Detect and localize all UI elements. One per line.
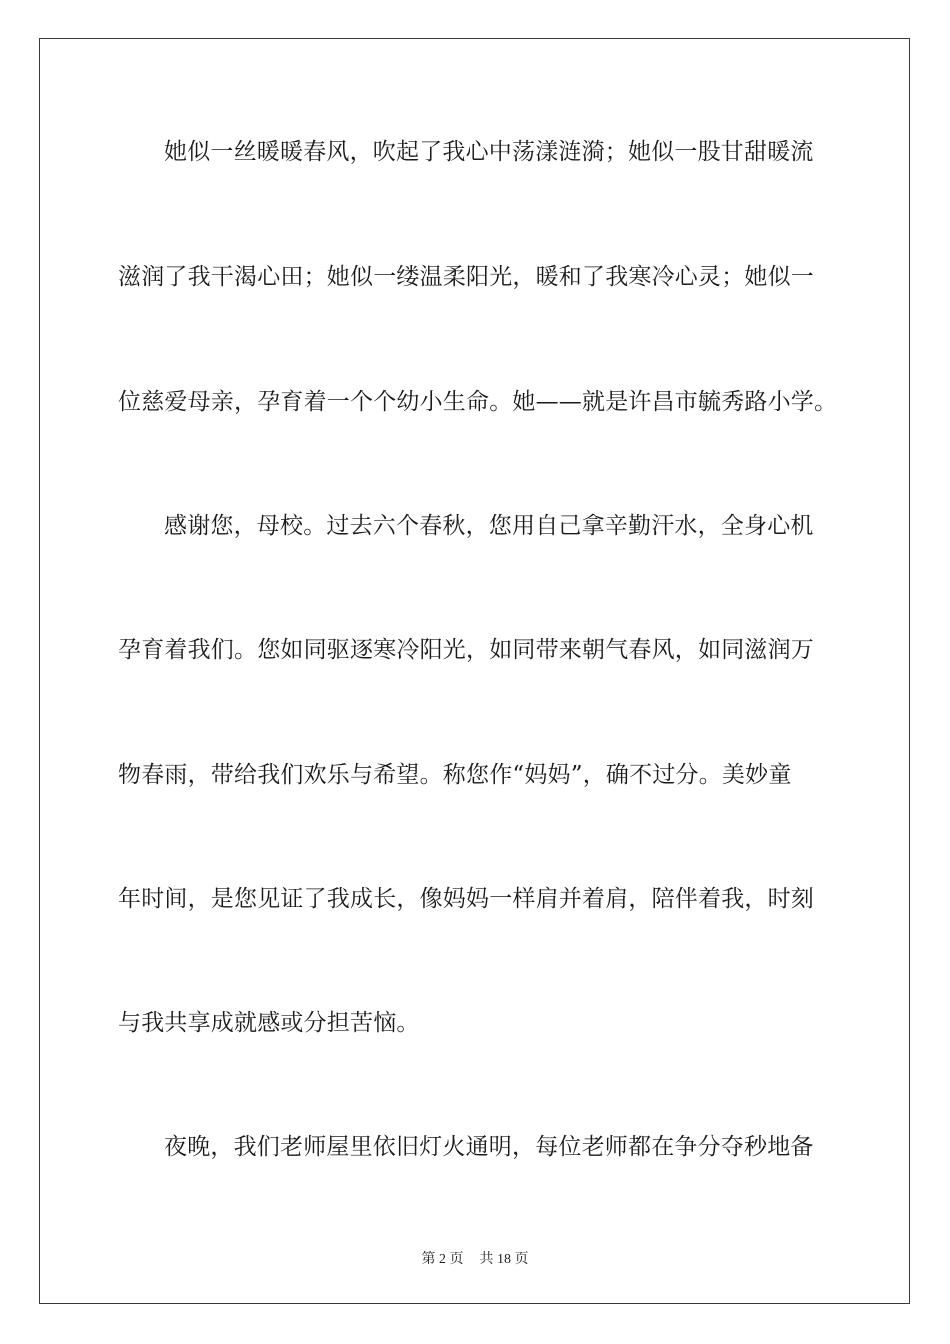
page-total: 共 18 页 <box>479 1252 529 1267</box>
text-line-5: 孕育着我们。您如同驱逐寒冷阳光，如同带来朝气春风，如同滋润万 <box>118 637 814 663</box>
text-line-7: 年时间，是您见证了我成长，像妈妈一样肩并着肩，陪伴着我，时刻 <box>118 886 814 912</box>
page-frame <box>39 38 910 1304</box>
text-line-1: 她似一丝暖暖春风，吹起了我心中荡漾涟漪；她似一股甘甜暖流 <box>164 139 814 165</box>
page-footer <box>0 1248 950 1268</box>
text-line-2: 滋润了我干渴心田；她似一缕温柔阳光，暖和了我寒冷心灵；她似一 <box>118 264 814 290</box>
text-line-8: 与我共享成就感或分担苦恼。 <box>118 1010 420 1036</box>
page-number: 第 2 页 <box>421 1252 464 1267</box>
text-line-3: 位慈爱母亲，孕育着一个个幼小生命。她——就是许昌市毓秀路小学。 <box>118 389 838 415</box>
text-line-4: 感谢您，母校。过去六个春秋，您用自己拿辛勤汗水，全身心机 <box>164 513 814 539</box>
text-line-6: 物春雨，带给我们欢乐与希望。称您作“妈妈”，确不过分。美妙童 <box>118 762 792 788</box>
text-line-9: 夜晚，我们老师屋里依旧灯火通明，每位老师都在争分夺秒地备 <box>164 1134 814 1160</box>
